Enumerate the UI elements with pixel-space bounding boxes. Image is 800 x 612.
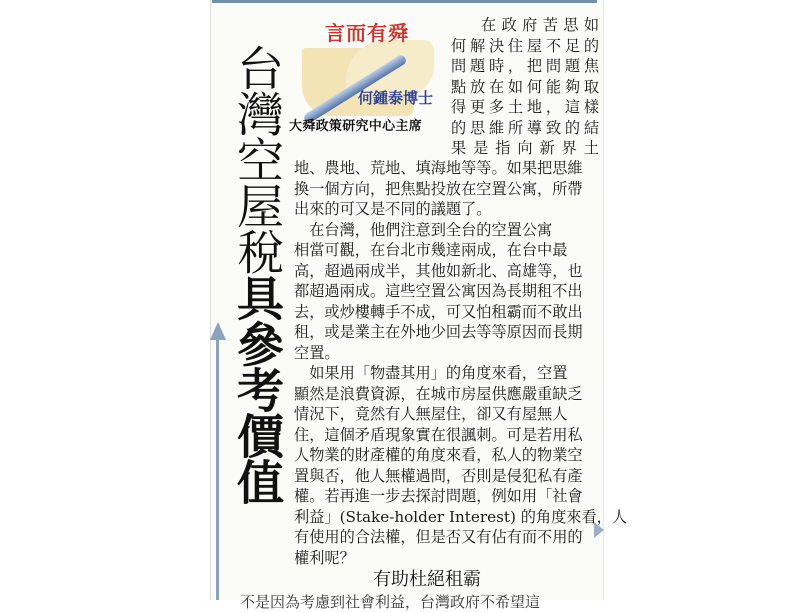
- top-rule: [212, 0, 597, 3]
- text-line: 何解決住屋不足的: [451, 36, 599, 55]
- text-line: 利益」(Stake-holder Interest) 的角度來看，人: [294, 507, 628, 526]
- text-line: 在政府苦思如: [481, 16, 599, 34]
- text-line: 如果用「物盡其用」的角度來看，空置: [294, 364, 568, 382]
- cut-off-text-line: 不是因為考慮到社會利益，台灣政府不希望這: [240, 593, 541, 611]
- headline: [228, 44, 284, 504]
- text-line: 權。若再進一步去探討問題，例如用「社會: [294, 487, 583, 505]
- text-line: 去，或炒樓轉手不成，可又怕租霸而不敢出: [294, 302, 583, 321]
- text-line: 問題時，把問題焦: [451, 57, 599, 75]
- text-line: 租，或是業主在外地少回去等等原因而長期: [294, 323, 583, 341]
- text-line: 地、農地、荒地、填海地等等。如果把思維: [294, 159, 583, 177]
- text-line: 情況下，竟然有人無屋住，卻又有屋無人: [294, 405, 568, 423]
- text-line: 有使用的合法權，但是否又有佔有而不用的: [294, 528, 583, 546]
- intro-paragraph: [451, 15, 599, 159]
- headline-part1: 台灣空屋稅: [229, 44, 284, 274]
- text-line: 果是指向新界土: [451, 139, 599, 157]
- column-illustration: [286, 40, 436, 124]
- text-line: 的思維所導致的結: [451, 118, 599, 137]
- author-affiliation: 大舜政策研究中心主席: [289, 119, 423, 134]
- text-line: 住，這個矛盾現象實在很諷刺。可是若用私: [294, 425, 583, 444]
- subheading: 有助杜絕租霸: [373, 569, 481, 590]
- text-line: 權利呢？: [294, 548, 355, 567]
- headline-part2: 具參考價值: [229, 274, 284, 504]
- arrow-line: [216, 338, 219, 600]
- text-line: 人物業的財產權的角度來看，私人的物業空: [294, 446, 583, 464]
- text-line: 都超過兩成。這些空置公寓因為長期租不出: [294, 282, 583, 300]
- article-body: [294, 158, 628, 568]
- text-line: 得更多土地，這樣: [451, 98, 599, 116]
- text-line: 高，超過兩成半，其他如新北、高雄等，也: [294, 261, 583, 280]
- author-name: 何鍾泰博士: [358, 89, 434, 107]
- column-title: 言而有舜: [325, 21, 409, 45]
- text-line: 置與否，他人無權過問，否則是侵犯私有產: [294, 466, 583, 485]
- text-line: 空置。: [294, 343, 340, 362]
- text-line: 換一個方向，把焦點投放在空置公寓，所帶: [294, 179, 583, 198]
- text-line: 在台灣，他們注意到全台的空置公寓: [294, 220, 553, 239]
- text-line: 出來的可又是不同的議題了。: [294, 200, 492, 218]
- text-line: 相當可觀，在台北市幾逹兩成，在台中最: [294, 241, 568, 259]
- text-line: 點放在如何能夠取: [451, 77, 599, 96]
- text-line: 顯然是浪費資源，在城市房屋供應嚴重缺乏: [294, 384, 583, 403]
